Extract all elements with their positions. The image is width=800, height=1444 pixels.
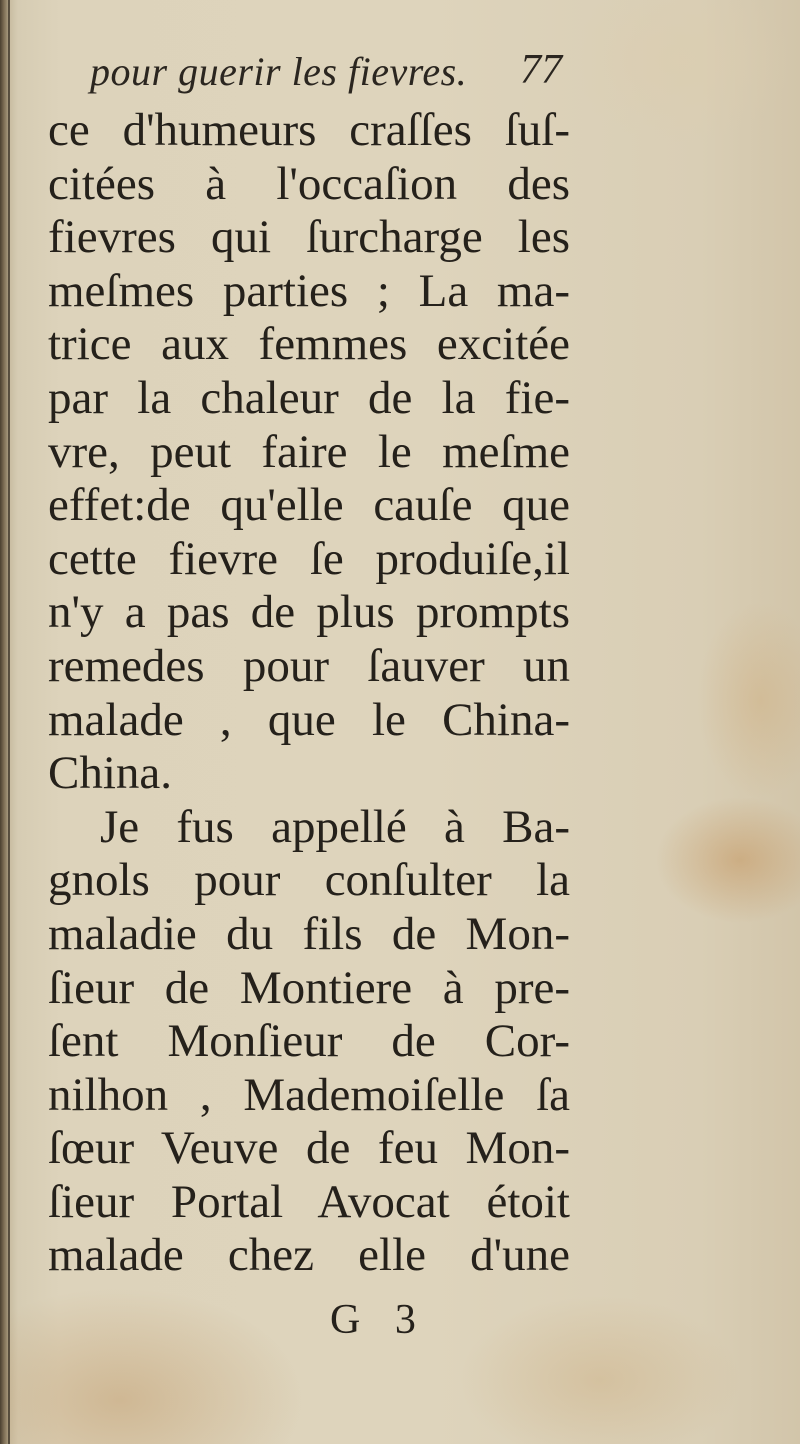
text-line: nilhon , Mademoiſelle ſa [48, 1068, 570, 1121]
text-line: malade , que le China- [48, 693, 570, 746]
page-number: 77 [520, 47, 562, 93]
text-line: ſœur Veuve de feu Mon- [48, 1122, 570, 1175]
text-line: cette fievre ſe produiſe,il [48, 532, 570, 585]
text-line: n'y a pas de plus prompts [48, 586, 570, 639]
text-line: ſieur de Montiere à pre- [48, 961, 570, 1014]
page-edge [8, 0, 10, 1444]
text-line: effet:de qu'elle cauſe que [48, 479, 570, 532]
text-line: ce d'humeurs craſſes ſuſ- [48, 104, 570, 156]
text-line: China. [48, 747, 173, 800]
text-line: meſmes parties ; La ma- [48, 264, 570, 317]
signature-mark: G 3 [330, 1297, 428, 1343]
text-line: par la chaleur de la fie- [48, 371, 570, 424]
text-line: malade chez elle d'une [48, 1229, 570, 1282]
text-line: ſent Monſieur de Cor- [48, 1015, 570, 1068]
paragraph-first-line: Je fus appellé à Ba- [100, 800, 570, 853]
text-line: fievres qui ſurcharge les [48, 211, 570, 264]
text-line: ſieur Portal Avocat étoit [48, 1175, 570, 1228]
body-text [48, 104, 578, 1283]
text-line: trice aux femmes excitée [48, 318, 570, 371]
text-line: maladie du fils de Mon- [48, 907, 570, 960]
text-line: citées à l'occaſion des [48, 157, 570, 210]
running-head: pour guerir les fievres. [90, 49, 468, 94]
text-line: remedes pour ſauver un [48, 639, 570, 692]
text-line: gnols pour conſulter la [48, 854, 570, 907]
text-line: vre, peut faire le meſme [48, 425, 570, 478]
